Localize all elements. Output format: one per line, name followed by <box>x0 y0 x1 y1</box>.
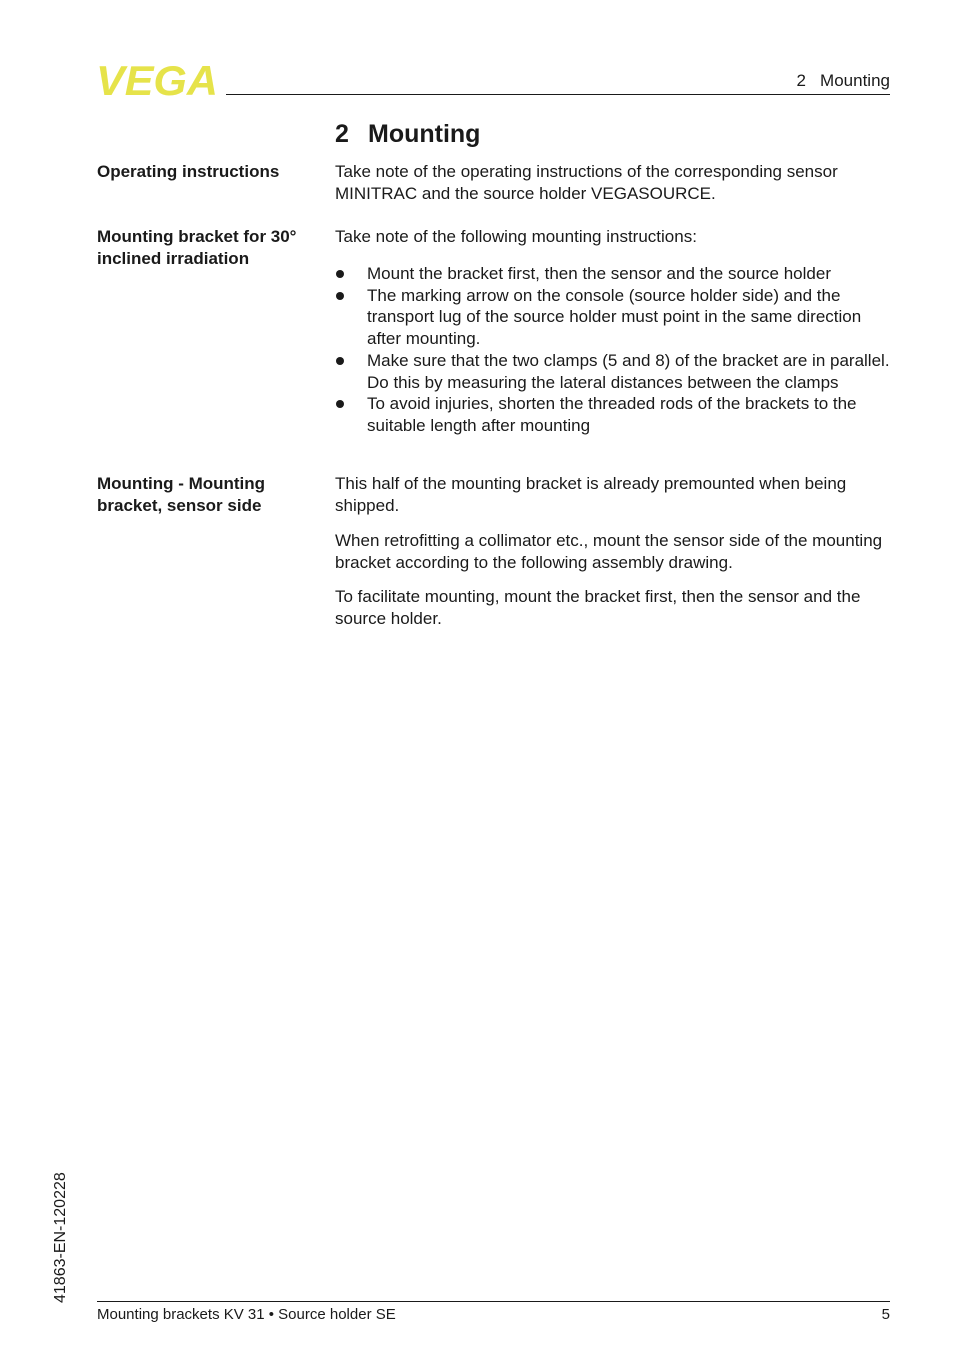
chapter-title-text: Mounting <box>368 120 481 148</box>
list-item-text: To avoid injuries, shorten the threaded rods of the brackets to the suitable length after mounting <box>367 394 857 435</box>
list-item <box>335 263 895 285</box>
side-label-operating-instructions: Operating instructions <box>97 162 280 181</box>
paragraph-premounted: This half of the mounting bracket is already premounted when being shipped. <box>335 474 847 515</box>
paragraph-mounting-instructions-intro: Take note of the following mounting instructions: <box>335 227 697 246</box>
bullet-icon <box>336 270 344 278</box>
list-item <box>335 393 895 436</box>
header-rule <box>226 94 890 95</box>
side-label-mounting-sensor-side: Mounting - Mounting bracket, sensor side <box>97 474 266 515</box>
bullet-icon <box>336 400 344 408</box>
vega-logo-text: VEGA <box>96 62 218 100</box>
list-item-text: Mount the bracket first, then the sensor and the source holder <box>367 264 831 283</box>
list-item-text: Make sure that the two clamps (5 and 8) of the bracket are in parallel. Do this by measuring the lateral distances between the clamps <box>367 350 890 392</box>
chapter-title <box>335 120 480 149</box>
list-item <box>335 350 895 393</box>
paragraph-retrofitting: When retrofitting a collimator etc., mount the sensor side of the mounting bracket according to the following assembly drawing. <box>335 531 883 572</box>
list-item <box>335 285 895 350</box>
footer-title: Mounting brackets KV 31 • Source holder SE <box>97 1306 396 1323</box>
footer-rule <box>97 1301 890 1302</box>
bullet-icon <box>336 292 344 300</box>
paragraph-facilitate-mounting: To facilitate mounting, mount the bracket first, then the sensor and the source holder. <box>335 587 861 628</box>
bullet-icon <box>336 357 344 365</box>
side-label-mounting-bracket-30: Mounting bracket for 30° inclined irradiation <box>97 227 297 268</box>
vega-logo <box>96 62 220 100</box>
page-number: 5 <box>881 1306 890 1323</box>
chapter-number: 2 <box>335 120 349 148</box>
document-code: 41863-EN-120228 <box>52 1172 69 1303</box>
header-section-title: 2 Mounting <box>796 71 890 90</box>
list-item-text: The marking arrow on the console (source holder side) and the transport lug of the source holder must point in the same direction after mounting. <box>367 285 862 349</box>
mounting-instructions-list <box>335 263 895 437</box>
paragraph-operating-instructions: Take note of the operating instructions of the corresponding sensor MINITRAC and the source holder VEGASOURCE. <box>335 162 838 203</box>
